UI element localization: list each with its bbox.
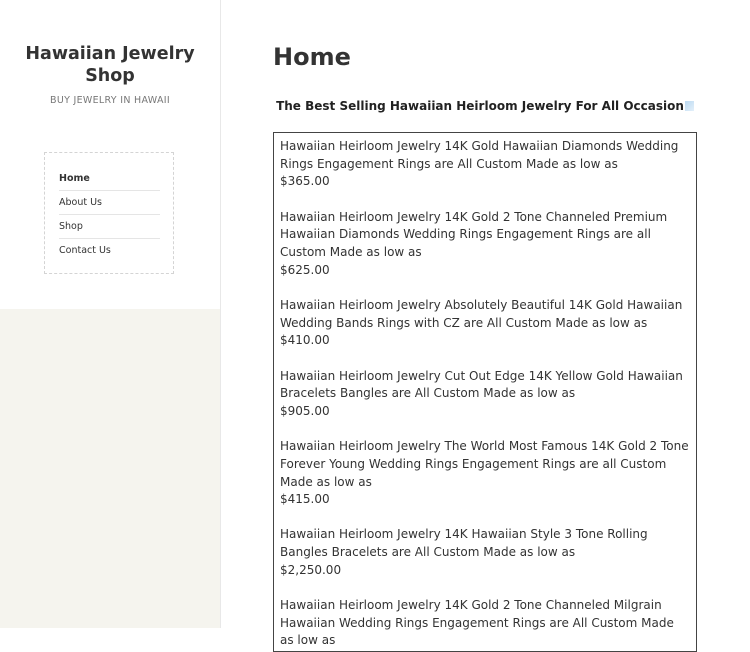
product-item bbox=[280, 138, 690, 191]
nav-list bbox=[59, 167, 160, 262]
main-navigation bbox=[44, 152, 174, 274]
product-list bbox=[273, 132, 697, 652]
sidebar bbox=[0, 0, 221, 628]
product-item bbox=[280, 368, 690, 421]
product-name[interactable]: Hawaiian Heirloom Jewelry Absolutely Beautiful 14K Gold Hawaiian Wedding Bands Rings with CZ are All Custom Made as low as bbox=[280, 297, 683, 330]
product-price: $2,250.00 bbox=[280, 562, 342, 577]
product-name[interactable]: Hawaiian Heirloom Jewelry 14K Gold Hawaiian Diamonds Wedding Rings Engagement Rings are All Custom Made as low as bbox=[280, 139, 679, 171]
site-tagline: BUY JEWELRY IN HAWAII bbox=[50, 95, 170, 106]
sidebar-header bbox=[0, 0, 220, 309]
product-name[interactable]: Hawaiian Heirloom Jewelry 14K Gold 2 Tone Channeled Premium Hawaiian Diamonds Wedding Rings Engagement Rings are all Custom Made as low as bbox=[280, 209, 668, 260]
product-item bbox=[280, 297, 690, 350]
product-price: $625.00 bbox=[280, 262, 330, 277]
product-name[interactable]: Hawaiian Heirloom Jewelry 14K Gold 2 Tone Channeled Milgrain Hawaiian Wedding Rings Engagement Rings are All Custom Made as low as bbox=[280, 598, 674, 648]
product-item bbox=[280, 526, 690, 579]
product-name[interactable]: Hawaiian Heirloom Jewelry 14K Hawaiian Style 3 Tone Rolling Bangles Bracelets are All Custom Made as low as bbox=[280, 527, 648, 560]
product-item bbox=[280, 209, 690, 280]
product-price: $365.00 bbox=[280, 174, 330, 189]
subtitle-text: The Best Selling Hawaiian Heirloom Jewelry For All Occasion bbox=[276, 99, 684, 113]
nav-item-shop[interactable]: Shop bbox=[59, 215, 160, 239]
product-price: $905.00 bbox=[280, 403, 330, 418]
site-title[interactable]: Hawaiian Jewelry Shop bbox=[25, 44, 195, 86]
product-name[interactable]: Hawaiian Heirloom Jewelry The World Most Famous 14K Gold 2 Tone Forever Young Wedding Rings Engagement Rings are all Custom Made as low as bbox=[280, 439, 689, 489]
product-item bbox=[280, 597, 690, 650]
product-name[interactable]: Hawaiian Heirloom Jewelry Cut Out Edge 14K Yellow Gold Hawaiian Bracelets Bangles are All Custom Made as low as bbox=[280, 368, 683, 401]
nav-item-home[interactable]: Home bbox=[59, 167, 160, 191]
page-title: Home bbox=[273, 43, 351, 71]
product-item bbox=[280, 438, 690, 509]
image-placeholder-icon bbox=[685, 101, 694, 111]
main-content bbox=[221, 0, 750, 648]
product-price: $410.00 bbox=[280, 333, 330, 348]
nav-item-about-us[interactable]: About Us bbox=[59, 191, 160, 215]
page-subtitle bbox=[273, 97, 697, 115]
nav-item-contact-us[interactable]: Contact Us bbox=[59, 245, 111, 256]
product-price: $415.00 bbox=[280, 492, 330, 507]
